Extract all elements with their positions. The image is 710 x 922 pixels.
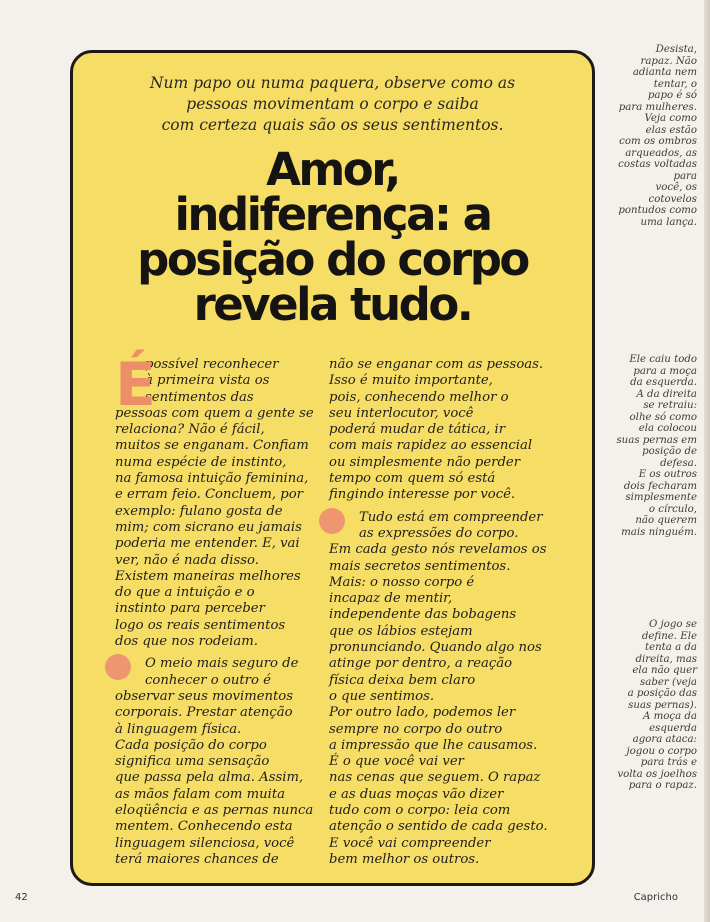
- text-line: tempo com quem só está: [329, 471, 496, 487]
- paragraph-1: [115, 350, 329, 650]
- circle-bullet-icon: [105, 654, 131, 680]
- text-line: e as duas moças vão dizer: [329, 786, 504, 802]
- text-line: do que a intuição e o: [115, 585, 255, 601]
- paragraph-2: [115, 656, 329, 868]
- intro-line: Num papo ou numa paquera, observe como as: [149, 74, 516, 92]
- caption-line: Ele caiu todo: [629, 354, 697, 365]
- text-line: mim; com sicrano eu jamais: [115, 519, 302, 535]
- caption-line: agora ataca:: [632, 734, 697, 745]
- caption-line: você, os: [655, 182, 697, 193]
- text-line: e erram feio. Concluem, por: [115, 487, 303, 503]
- caption-line: arqueados, as: [625, 147, 697, 159]
- caption-1: [618, 44, 697, 228]
- caption-line: da esquerda.: [630, 377, 697, 388]
- text-line: E você vai compreender: [329, 835, 491, 851]
- caption-line: A moça da: [642, 711, 697, 722]
- body-column-left: [115, 350, 329, 868]
- caption-line: simplesmente: [625, 492, 697, 503]
- caption-line: defesa.: [660, 457, 697, 469]
- caption-line: direita, mas: [635, 653, 697, 665]
- circle-bullet-icon: [319, 508, 345, 534]
- headline: [73, 143, 592, 331]
- text-line: observar seus movimentos: [115, 688, 294, 704]
- text-line: incapaz de mentir,: [329, 591, 453, 607]
- text-line: Existem maneiras melhores: [115, 568, 301, 584]
- paragraph-3: [329, 357, 579, 504]
- text-line: com mais rapidez ao essencial: [329, 438, 533, 454]
- headline-line: revela tudo.: [193, 278, 472, 331]
- caption-line: não querem: [635, 515, 697, 526]
- text-line: linguagem silenciosa, você: [115, 835, 295, 851]
- text-line: a impressão que lhe causamos.: [329, 737, 538, 753]
- caption-line: suas pernas).: [628, 699, 697, 711]
- caption-line: E os outros: [638, 469, 697, 480]
- text-line: Por outro lado, podemos ler: [329, 705, 516, 721]
- text-line: Mais: o nosso corpo é: [329, 574, 475, 590]
- text-line: bem melhor os outros.: [329, 851, 480, 867]
- text-line: mais secretos sentimentos.: [329, 558, 511, 574]
- text-line: que passa pela alma. Assim,: [115, 770, 304, 786]
- caption-line: olhe só como: [629, 411, 697, 423]
- magazine-name: Capricho: [633, 892, 678, 903]
- text-line: à primeira vista os: [145, 373, 270, 389]
- caption-line: o círculo,: [648, 503, 697, 515]
- text-line: significa uma sensação: [115, 754, 270, 770]
- caption-line: jogou o corpo: [626, 745, 697, 757]
- caption-line: com os ombros: [619, 136, 697, 147]
- text-line: logo os reais sentimentos: [115, 617, 286, 633]
- bullet-wrap: [105, 656, 135, 682]
- text-line: corporais. Prestar atenção: [115, 705, 293, 721]
- caption-line: para trás e: [640, 757, 697, 768]
- text-line: Cada posição do corpo: [115, 737, 267, 753]
- caption-line: A da direita: [636, 388, 697, 400]
- headline-line: posição do corpo: [137, 233, 528, 286]
- text-line: na famosa intuição feminina,: [115, 471, 309, 487]
- text-line: física deixa bem claro: [329, 672, 476, 688]
- text-line: atinge por dentro, a reação: [329, 656, 513, 672]
- text-line: sentimentos das: [145, 389, 254, 405]
- text-line: Isso é muito importante,: [329, 373, 493, 389]
- text-line: as mãos falam com muita: [115, 786, 286, 802]
- text-line: ou simplesmente não perder: [329, 454, 521, 470]
- caption-line: papo é só: [647, 90, 697, 101]
- intro-line: pessoas movimentam o corpo e saiba: [186, 95, 479, 113]
- intro-text: [91, 73, 574, 136]
- caption-line: Desista,: [655, 44, 697, 55]
- intro-line: com certeza quais são os seus sentimentos.: [161, 116, 504, 134]
- caption-line: costas voltadas: [618, 159, 697, 170]
- text-line: numa espécie de instinto,: [115, 454, 287, 470]
- caption-2: [616, 354, 697, 538]
- caption-line: Veja como: [644, 113, 697, 124]
- caption-line: saber (veja: [640, 676, 697, 688]
- caption-line: ela não quer: [632, 665, 697, 676]
- caption-line: volta os joelhos: [617, 768, 697, 780]
- text-line: ver, não é nada disso.: [115, 552, 259, 568]
- caption-line: uma lança.: [640, 216, 697, 228]
- text-line: que os lábios estejam: [329, 623, 473, 639]
- caption-line: mais ninguém.: [621, 526, 697, 538]
- dropcap: É: [115, 350, 156, 420]
- text-line: não se enganar com as pessoas.: [329, 357, 544, 372]
- bullet-wrap: [319, 510, 349, 536]
- text-line: relaciona? Não é fácil,: [115, 422, 265, 438]
- text-line: exemplo: fulano gosta de: [115, 503, 283, 519]
- article-box: [70, 50, 595, 886]
- caption-line: a posição das: [627, 688, 697, 699]
- caption-line: para a moça: [633, 365, 697, 377]
- headline-line: indiferença: a: [174, 188, 491, 241]
- caption-3: [617, 619, 697, 792]
- text-line: dos que nos rodeiam.: [115, 634, 258, 650]
- caption-line: rapaz. Não: [640, 55, 697, 67]
- text-line: É o que você vai ver: [329, 754, 464, 770]
- text-line: pessoas com quem a gente se: [115, 405, 314, 421]
- text-line: terá maiores chances de: [115, 851, 279, 867]
- caption-line: suas pernas em: [616, 434, 697, 446]
- text-line: pois, conhecendo melhor o: [329, 389, 509, 405]
- text-line: O meio mais seguro de: [145, 656, 299, 672]
- caption-line: cotovelos: [648, 193, 697, 205]
- text-line: poderia me entender. E, vai: [115, 536, 300, 552]
- page-edge: [704, 0, 710, 922]
- caption-line: tenta a da: [645, 642, 697, 653]
- text-line: sempre no corpo do outro: [329, 721, 503, 737]
- text-line: eloqüência e as pernas nunca: [115, 803, 314, 819]
- caption-line: se retraiu:: [643, 400, 697, 411]
- caption-line: pontudos como: [618, 205, 697, 216]
- paragraph-4: [329, 510, 579, 869]
- caption-line: adianta nem: [632, 67, 697, 78]
- text-line: tudo com o corpo: leia com: [329, 803, 511, 819]
- caption-line: define. Ele: [641, 630, 697, 642]
- caption-line: para: [673, 170, 697, 182]
- caption-line: ela colocou: [638, 423, 697, 434]
- headline-line: Amor,: [266, 143, 399, 196]
- text-line: independente das bobagens: [329, 607, 517, 623]
- page-number: 42: [15, 892, 28, 903]
- text-line: o que sentimos.: [329, 688, 435, 704]
- text-line: fingindo interesse por você.: [329, 487, 516, 503]
- caption-line: posição de: [642, 446, 697, 457]
- text-line: à linguagem física.: [115, 721, 242, 737]
- body-column-right: [329, 357, 579, 868]
- caption-line: para o rapaz.: [628, 780, 697, 791]
- text-line: muitos se enganam. Confiam: [115, 438, 309, 454]
- text-line: possível reconhecer: [145, 357, 279, 372]
- text-line: poderá mudar de tática, ir: [329, 422, 506, 438]
- caption-line: O jogo se: [648, 619, 697, 630]
- text-line: as expressões do corpo.: [359, 525, 519, 541]
- caption-line: elas estão: [645, 124, 697, 136]
- text-line: conhecer o outro é: [145, 672, 271, 688]
- text-line: instinto para perceber: [115, 601, 265, 617]
- caption-line: tentar, o: [653, 78, 697, 90]
- text-line: seu interlocutor, você: [329, 405, 474, 421]
- text-line: atenção o sentido de cada gesto.: [329, 819, 548, 835]
- caption-line: para mulheres.: [618, 101, 697, 113]
- text-line: Em cada gesto nós revelamos os: [329, 542, 547, 558]
- text-line: nas cenas que seguem. O rapaz: [329, 770, 541, 786]
- text-line: mentem. Conhecendo esta: [115, 819, 293, 835]
- caption-line: dois fecharam: [623, 480, 697, 492]
- text-line: Tudo está em compreender: [359, 509, 543, 525]
- text-line: pronunciando. Quando algo nos: [329, 640, 542, 656]
- caption-line: esquerda: [649, 722, 697, 734]
